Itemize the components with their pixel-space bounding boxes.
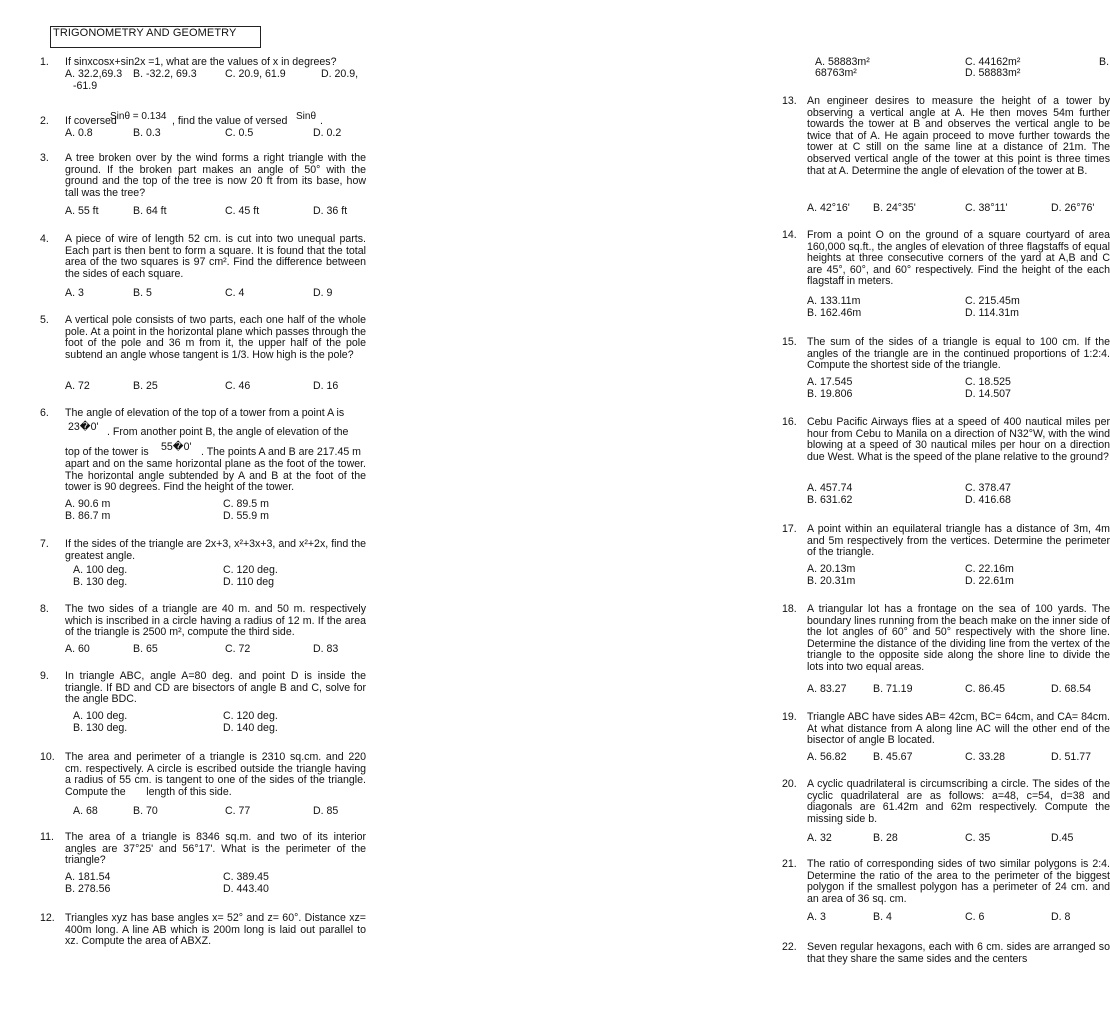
question-17 bbox=[782, 524, 1110, 590]
question-number: 5. bbox=[40, 314, 49, 326]
answer-options bbox=[65, 288, 366, 300]
question-number: 10. bbox=[40, 751, 55, 763]
question-number: 22. bbox=[782, 941, 797, 953]
option-b: B. 19.806 bbox=[807, 388, 853, 400]
question-number: 19. bbox=[782, 711, 797, 723]
option-d: D. 110 deg bbox=[223, 576, 275, 588]
option-b: B. 0.3 bbox=[133, 127, 161, 139]
option-a: A. 32 bbox=[807, 832, 832, 844]
angle-value: 55�0' bbox=[161, 441, 192, 453]
option-b-value: 68763m² bbox=[815, 67, 857, 79]
option-d: D. 140 deg. bbox=[223, 722, 278, 734]
question-8 bbox=[40, 604, 366, 656]
answer-options bbox=[65, 128, 366, 140]
option-d: D.45 bbox=[1051, 832, 1074, 844]
question-number: 11. bbox=[40, 831, 54, 843]
question-number: 14. bbox=[782, 229, 797, 241]
option-c: C. 215.45m bbox=[965, 295, 1020, 307]
text-part: . From another point B, the angle of elevation of the bbox=[107, 426, 349, 438]
option-c: C. 77 bbox=[225, 805, 251, 817]
option-b: B. 20.31m bbox=[807, 575, 856, 587]
question-16 bbox=[782, 417, 1110, 511]
option-a: A. 58883m² bbox=[815, 56, 870, 68]
formula: Sinθ bbox=[296, 111, 317, 122]
option-d: D. 14.507 bbox=[965, 388, 1011, 400]
question-text: A vertical pole consists of two parts, each one half of the whole pole. At a point in the horizontal plane which passes through the foot of the pole and 36 m from it, the upper half of the pole subtend an angle whose tangent is 1/3. How high is the pole? bbox=[65, 314, 366, 361]
question-number: 4. bbox=[40, 233, 49, 245]
option-a: A. 72 bbox=[65, 380, 90, 392]
question-text: A point within an equilateral triangle has a distance of 3m, 4m and 5m respectively from the vertices. Determine the perimeter of the triangle. bbox=[807, 523, 1110, 559]
question-20 bbox=[782, 779, 1110, 845]
question-6 bbox=[40, 408, 366, 526]
option-c: C. 0.5 bbox=[225, 127, 254, 139]
option-a: A. 100 deg. bbox=[73, 710, 128, 722]
option-b: B. 4 bbox=[873, 911, 892, 923]
question-text: The area and perimeter of a triangle is 2310 sq.cm. and 220 cm. respectively. A circle is escribed outside the triangle having a radius of 55 cm. is tangent to one of the sides of the triangle. Compute the length of this side. bbox=[65, 751, 369, 798]
answer-options bbox=[65, 806, 366, 818]
option-d: D. 9 bbox=[313, 287, 333, 299]
option-b: B. 45.67 bbox=[873, 751, 913, 763]
option-a: A. 181.54 bbox=[65, 871, 111, 883]
answer-options bbox=[65, 381, 366, 393]
question-15 bbox=[782, 337, 1110, 403]
option-a: A. 42°16' bbox=[807, 202, 850, 214]
option-a: A. 3 bbox=[65, 287, 84, 299]
answer-options bbox=[65, 69, 366, 81]
option-d: D. 36 ft bbox=[313, 205, 348, 217]
option-c: C. 18.525 bbox=[965, 376, 1011, 388]
question-number: 17. bbox=[782, 523, 797, 535]
question-number: 13. bbox=[782, 95, 797, 107]
option-d: D. 0.2 bbox=[313, 127, 342, 139]
answer-options bbox=[807, 684, 1110, 696]
text-part: apart and on the same horizontal plane as the foot of the tower. The horizontal angle subtended by A and B at the foot of the tower is 90 degrees. Find the height of the tower. bbox=[65, 458, 366, 494]
question-22 bbox=[782, 942, 1110, 972]
question-text: From a point O on the ground of a square courtyard of area 160,000 sq.ft., the angles of elevation of three flagstaffs of equal heights at three consecutive corners of the yard at A,B and C are 45°, 60°, and 60° respectively. Find the height of the each flagstaff in meters. bbox=[807, 229, 1110, 288]
question-number: 21. bbox=[782, 858, 797, 870]
question-4 bbox=[40, 234, 366, 300]
formula: Sinθ = 0.134 bbox=[110, 111, 167, 122]
question-1 bbox=[40, 57, 366, 95]
question-12 bbox=[40, 913, 366, 953]
text-part: top of the tower is bbox=[65, 446, 149, 458]
answer-options bbox=[807, 912, 1110, 924]
question-number: 8. bbox=[40, 603, 49, 615]
option-c: C. 389.45 bbox=[223, 871, 269, 883]
option-b: B. 5 bbox=[133, 287, 152, 299]
option-d: D. 83 bbox=[313, 643, 339, 655]
option-c: C. 35 bbox=[965, 832, 991, 844]
question-text: An engineer desires to measure the height of a tower by observing a vertical angle at A. He then moves 54m further towards the tower at B and observes the vertical angle to be twice that of A. He again proceed to move further towards the tower at C still on the same line at a distance of 21m. The observed vertical angle of the tower at this point is three times that at A. Determine the angle of elevation of the tower at B. bbox=[807, 95, 1110, 177]
question-text: Cebu Pacific Airways flies at a speed of 400 nautical miles per hour from Cebu to Manila on a direction of N32°W, with the wind blowing at a speed of 30 nautical miles per hour on a direction due West. What is the speed of the plane relative to the ground? bbox=[807, 416, 1110, 463]
question-14 bbox=[782, 230, 1110, 324]
question-5 bbox=[40, 315, 366, 395]
option-b: B. 70 bbox=[133, 805, 158, 817]
option-b: B. 24°35' bbox=[873, 202, 916, 214]
answer-options bbox=[65, 644, 366, 656]
answer-options bbox=[807, 203, 1110, 215]
question-text: A tree broken over by the wind forms a right triangle with the ground. If the broken part makes an angle of 50° with the ground and the top of the tree is now 20 ft from its base, how tall was the tree? bbox=[65, 152, 366, 199]
option-d: D. 416.68 bbox=[965, 494, 1011, 506]
question-number: 18. bbox=[782, 603, 797, 615]
option-a: A. 457.74 bbox=[807, 482, 853, 494]
text-part: The angle of elevation of the top of a tower from a point A is bbox=[65, 407, 345, 419]
option-b: B. 71.19 bbox=[873, 683, 913, 695]
question-text: Triangle ABC have sides AB= 42cm, BC= 64cm, and CA= 84cm. At what distance from A along line AC will the other end of the bisector of angle B located. bbox=[807, 711, 1110, 747]
text-part: If coversed bbox=[65, 115, 117, 127]
option-b: B. 25 bbox=[133, 380, 158, 392]
question-number: 20. bbox=[782, 778, 797, 790]
option-a: A. 3 bbox=[807, 911, 826, 923]
option-c: C. 120 deg. bbox=[223, 710, 278, 722]
option-c: C. 72 bbox=[225, 643, 251, 655]
question-text: Triangles xyz has base angles x= 52° and z= 60°. Distance xz= 400m long. A line AB which is 200m long is laid out parallel to xz. Compute the area of ABXZ. bbox=[65, 912, 366, 948]
question-number: 9. bbox=[40, 670, 49, 682]
option-b: B. 64 ft bbox=[133, 205, 167, 217]
question-number: 1. bbox=[40, 56, 49, 68]
option-d: D. 8 bbox=[1051, 911, 1071, 923]
question-11 bbox=[40, 832, 366, 898]
question-text bbox=[65, 408, 366, 503]
question-text: The two sides of a triangle are 40 m. and 50 m. respectively which is inscribed in a circle having a radius of 12 m. If the area of the triangle is 2500 m², compute the third side. bbox=[65, 603, 366, 639]
question-7 bbox=[40, 539, 366, 589]
angle-value: 23�0' bbox=[68, 421, 99, 433]
option-b: B. 162.46m bbox=[807, 307, 862, 319]
option-d: D. 55.9 m bbox=[223, 510, 269, 522]
option-a: A. 60 bbox=[65, 643, 90, 655]
question-number: 2. bbox=[40, 115, 49, 127]
question-text: If the sides of the triangle are 2x+3, x²+3x+3, and x²+2x, find the greatest angle. bbox=[65, 538, 366, 562]
answer-options bbox=[807, 752, 1110, 764]
option-c: C. 38°11' bbox=[965, 202, 1008, 214]
question-number: 15. bbox=[782, 336, 797, 348]
text-part: . The points A and B are 217.45 m bbox=[201, 446, 361, 458]
question-text: A piece of wire of length 52 cm. is cut into two unequal parts. Each part is then bent to form a square. It is found that the total area of the two squares is 97 cm². Find the difference between the sides of each square. bbox=[65, 233, 366, 280]
question-text: The ratio of corresponding sides of two similar polygons is 2:4. Determine the ratio of the area to the perimeter of the biggest polygon if the smallest polygon has a perimeter of 24 cm. and an area of 36 sq. cm. bbox=[807, 858, 1110, 905]
question-number: 3. bbox=[40, 152, 49, 164]
question-text: If sinxcosx+sin2x =1, what are the values of x in degrees? bbox=[65, 56, 337, 68]
option-a: A. 90.6 m bbox=[65, 498, 111, 510]
question-13 bbox=[782, 96, 1110, 218]
option-c: C. 44162m² bbox=[965, 56, 1021, 68]
option-b: B. 130 deg. bbox=[73, 576, 128, 588]
question-number: 7. bbox=[40, 538, 49, 550]
option-d: D. 85 bbox=[313, 805, 339, 817]
option-b: B. 631.62 bbox=[807, 494, 853, 506]
option-d: D. 26°76' bbox=[1051, 202, 1095, 214]
option-c: C. 6 bbox=[965, 911, 985, 923]
question-3 bbox=[40, 153, 366, 219]
option-d: D. 68.54 bbox=[1051, 683, 1092, 695]
option-d: D. 20.9, bbox=[321, 68, 359, 80]
option-a: A. 133.11m bbox=[807, 295, 861, 307]
option-b: B. -32.2, 69.3 bbox=[133, 68, 197, 80]
question-9 bbox=[40, 671, 366, 737]
option-d: D. 114.31m bbox=[965, 307, 1019, 319]
text-part: . bbox=[320, 115, 323, 127]
question-text: A cyclic quadrilateral is circumscribing a circle. The sides of the cyclic quadrilateral are as follows: a=48, c=54, d=38 and diagonals are 61.42m and 62m respectively. Compute the missing side b. bbox=[807, 778, 1110, 825]
option-c: C. 86.45 bbox=[965, 683, 1006, 695]
question-text: A triangular lot has a frontage on the sea of 100 yards. The boundary lines running from the beach make on the inner side of the lot angles of 60° and 50° respectively with the shore line. Determine the distance of the dividing line from the vertex of the triangle to the opposite side along the shore line to divide the lots into two equal areas. bbox=[807, 603, 1110, 673]
option-a: A. 100 deg. bbox=[73, 564, 128, 576]
text-part: , find the value of versed bbox=[172, 115, 288, 127]
option-a: A. 0.8 bbox=[65, 127, 93, 139]
answer-options bbox=[65, 206, 366, 218]
option-c: C. 46 bbox=[225, 380, 251, 392]
question-number: 6. bbox=[40, 407, 49, 419]
option-b: B. bbox=[1099, 56, 1110, 68]
option-a: A. 55 ft bbox=[65, 205, 99, 217]
question-2 bbox=[40, 111, 366, 141]
question-19 bbox=[782, 712, 1110, 764]
option-a: A. 32.2,69.3 bbox=[65, 68, 123, 80]
option-d-continuation: -61.9 bbox=[73, 80, 98, 92]
option-b: B. 278.56 bbox=[65, 883, 111, 895]
option-d: D. 22.61m bbox=[965, 575, 1014, 587]
option-c: C. 4 bbox=[225, 287, 245, 299]
option-c: C. 33.28 bbox=[965, 751, 1006, 763]
option-a: A. 56.82 bbox=[807, 751, 847, 763]
page-title: TRIGONOMETRY AND GEOMETRY bbox=[50, 26, 261, 48]
question-18 bbox=[782, 604, 1110, 698]
option-b: B. 86.7 m bbox=[65, 510, 111, 522]
option-c: C. 22.16m bbox=[965, 563, 1014, 575]
option-b: B. 65 bbox=[133, 643, 158, 655]
question-number: 16. bbox=[782, 416, 797, 428]
option-b: B. 28 bbox=[873, 832, 898, 844]
option-a: A. 17.545 bbox=[807, 376, 853, 388]
question-text: The area of a triangle is 8346 sq.m. and two of its interior angles are 37°25' and 56°17'. What is the perimeter of the triangle? bbox=[65, 831, 366, 867]
question-text: The sum of the sides of a triangle is equal to 100 cm. If the angles of the triangle are in the continued proportions of 1:2:4. Compute the shortest side of the triangle. bbox=[807, 336, 1110, 372]
option-c: C. 45 ft bbox=[225, 205, 260, 217]
question-text: Seven regular hexagons, each with 6 cm. sides are arranged so that they share the same sides and the centers bbox=[807, 941, 1110, 965]
option-c: C. 20.9, 61.9 bbox=[225, 68, 286, 80]
option-a: A. 83.27 bbox=[807, 683, 847, 695]
option-b: B. 130 deg. bbox=[73, 722, 128, 734]
question-number: 12. bbox=[40, 912, 55, 924]
option-d: D. 58883m² bbox=[965, 67, 1021, 79]
question-10 bbox=[40, 751, 369, 818]
answer-continuation bbox=[65, 81, 366, 93]
question-text: In triangle ABC, angle A=80 deg. and point D is inside the triangle. If BD and CD are bisectors of angle B and C, solve for the angle BDC. bbox=[65, 670, 366, 706]
question-21 bbox=[782, 859, 1110, 925]
option-c: C. 120 deg. bbox=[223, 564, 278, 576]
option-d: D. 51.77 bbox=[1051, 751, 1092, 763]
option-a: A. 20.13m bbox=[807, 563, 856, 575]
option-d: D. 443.40 bbox=[223, 883, 269, 895]
option-c: C. 89.5 m bbox=[223, 498, 269, 510]
option-c: C. 378.47 bbox=[965, 482, 1011, 494]
option-a: A. 68 bbox=[73, 805, 98, 817]
answer-options bbox=[807, 833, 1110, 845]
question-12-options bbox=[782, 57, 1110, 83]
option-d: D. 16 bbox=[313, 380, 339, 392]
